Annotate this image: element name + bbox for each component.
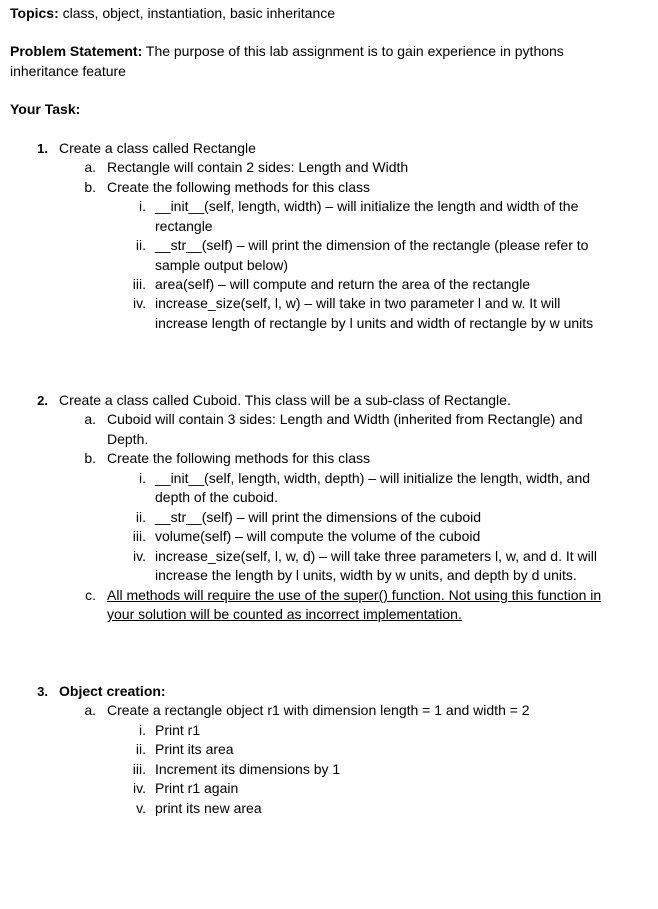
task1-iv-number: iv. [133,295,146,311]
task3-ii-text: Print its area [155,741,234,757]
task2-ii-text: __str__(self) – will print the dimensions of the cuboid [155,509,482,525]
task1-iii-number: iii. [132,276,146,292]
task1-a-text: Rectangle will contain 2 sides: Length and Width [107,159,409,175]
task3-a-text: Create a rectangle object r1 with dimension length = 1 and width = 2 [107,702,530,718]
task3-iv-number: iv. [133,780,146,796]
task1-ii-text-1: __str__(self) – will print the dimension of the rectangle (please refer to [155,237,589,253]
task2-c-text-2: your solution will be counted as incorrect implementation. [107,606,462,622]
problem-statement-text: The purpose of this lab assignment is to gain experience in pythons [142,43,564,59]
task3-i-text: Print r1 [155,722,201,738]
problem-statement-label: Problem Statement: [10,43,143,59]
topics-text: class, object, instantiation, basic inheritance [58,5,336,21]
task1-b-text: Create the following methods for this class [107,179,371,195]
task3-ii-number: ii. [135,741,146,757]
task3-v-number: v. [136,800,146,816]
task1-iv-text-2: increase length of rectangle by l units and width of rectangle by w units [155,315,594,331]
task3-v-text: print its new area [155,800,262,816]
task3-a-number: a. [84,702,96,718]
task2-ii-number: ii. [135,509,146,525]
problem-statement-line-2: inheritance feature [10,63,126,79]
task1-title: Create a class called Rectangle [59,140,256,156]
task2-a-text-2: Depth. [107,431,149,447]
task3-i-number: i. [139,722,146,738]
task2-iv-text-2: increase the length by l units, width by w units, and depth by d units. [155,567,577,583]
task3-number: 3. [37,684,48,699]
problem-statement-line-1 [10,42,564,62]
task1-number: 1. [37,141,48,156]
topics-line [10,4,335,24]
task1-i-number: i. [139,198,146,214]
task3-title: Object creation: [59,683,166,699]
task3-iii-text: Increment its dimensions by 1 [155,761,341,777]
task2-a-number: a. [84,411,96,427]
task2-number: 2. [37,393,48,408]
task3-iv-text: Print r1 again [155,780,239,796]
task2-iv-text-1: increase_size(self, l, w, d) – will take three parameters l, w, and d. It will [155,548,597,564]
task2-i-text-2: depth of the cuboid. [155,489,278,505]
task3-iii-number: iii. [132,761,146,777]
task2-i-text-1: __init__(self, length, width, depth) – will initialize the length, width, and [155,470,591,486]
topics-label: Topics: [10,5,59,21]
task2-c-number: c. [85,587,96,603]
task2-iii-text: volume(self) – will compute the volume of the cuboid [155,528,481,544]
task1-ii-number: ii. [135,237,146,253]
task2-c-text-1: All methods will require the use of the super() function. Not using this function in [107,587,602,603]
task2-b-number: b. [84,450,96,466]
task2-a-text-1: Cuboid will contain 3 sides: Length and Width (inherited from Rectangle) and [107,411,583,427]
task1-iii-text: area(self) – will compute and return the area of the rectangle [155,276,531,292]
task2-title: Create a class called Cuboid. This class will be a sub-class of Rectangle. [59,392,511,408]
task1-i-text-1: __init__(self, length, width) – will initialize the length and width of the [155,198,579,214]
task-heading: Your Task: [10,101,81,117]
task1-iv-text-1: increase_size(self, l, w) – will take in two parameter l and w. It will [155,295,561,311]
task1-b-number: b. [84,179,96,195]
task1-a-number: a. [84,159,96,175]
task1-ii-text-2: sample output below) [155,257,289,273]
task2-i-number: i. [139,470,146,486]
task2-iii-number: iii. [132,528,146,544]
task2-iv-number: iv. [133,548,146,564]
task1-i-text-2: rectangle [155,218,213,234]
task2-b-text: Create the following methods for this class [107,450,371,466]
